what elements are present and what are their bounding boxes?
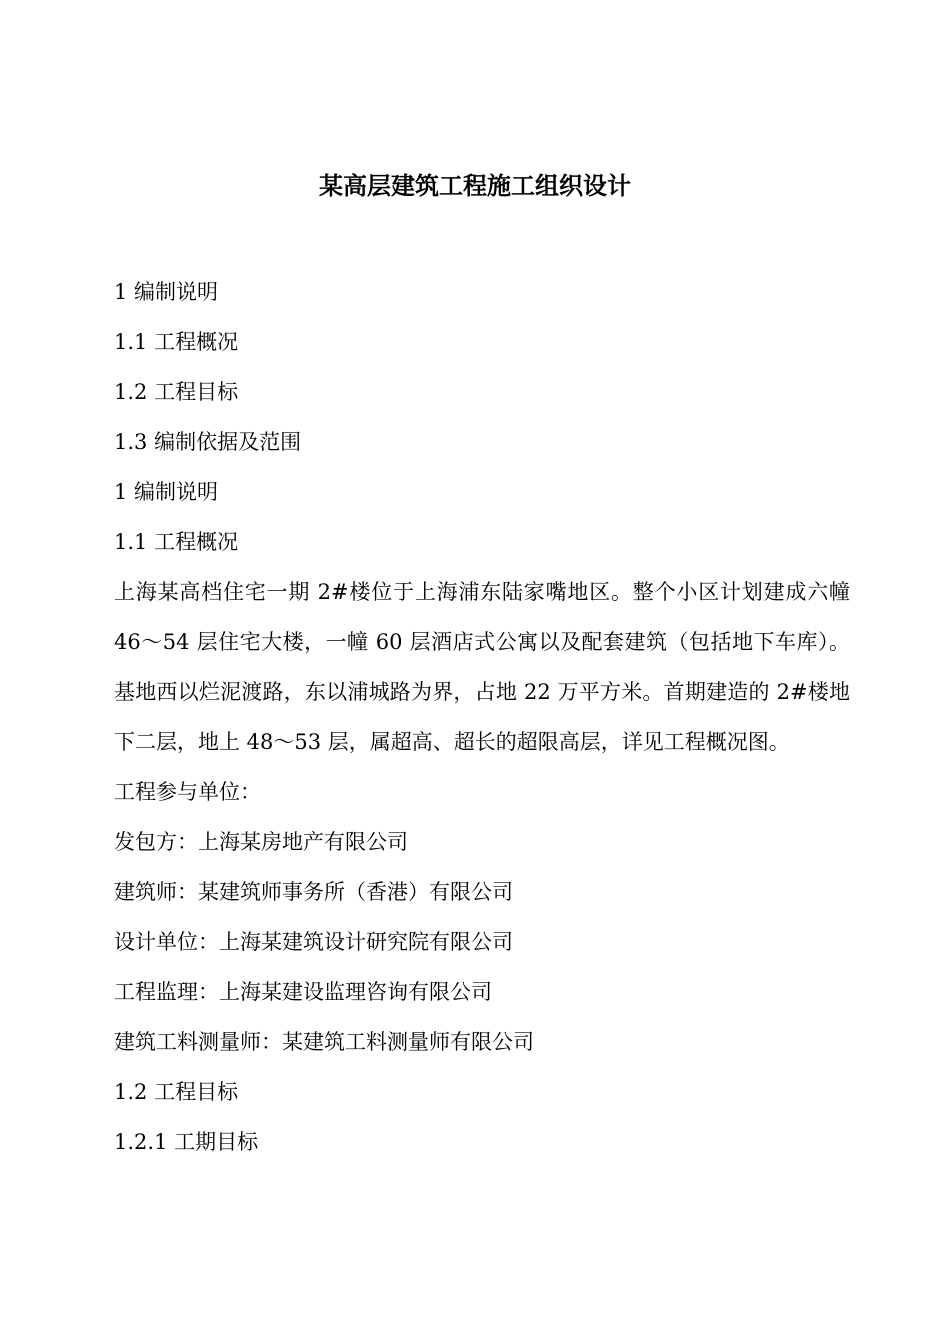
participant-item: 设计单位：上海某建筑设计研究院有限公司 [114,930,513,954]
toc-item: 1.1 工程概况 [114,330,239,354]
document-body [114,267,850,1167]
participant-item: 工程监理：上海某建设监理咨询有限公司 [114,980,492,1004]
participant-item: 建筑工料测量师：某建筑工料测量师有限公司 [114,1030,534,1054]
document-title: 某高层建筑工程施工组织设计 [319,171,631,200]
participant-item: 建筑师：某建筑师事务所（香港）有限公司 [114,880,513,904]
subsection-heading: 1.1 工程概况 [114,530,239,554]
overview-paragraph: 上海某高档住宅一期 2#楼位于上海浦东陆家嘴地区。整个小区计划建成六幢 46～54 层住宅大楼，一幢 60 层酒店式公寓以及配套建筑（包括地下车库）。基地西以烂泥渡路，东以浦城路为界，占地 22 万平方米。首期建造的 2#楼地下二层，地上 48～53 层，属超高、超长的超限高层，详见工程概况图。 [114,580,850,754]
section-heading: 1 编制说明 [114,480,219,504]
participant-item: 发包方：上海某房地产有限公司 [114,830,408,854]
toc-item: 1.2 工程目标 [114,380,239,404]
participants-heading: 工程参与单位： [114,780,261,804]
subsubsection-heading: 1.2.1 工期目标 [114,1130,259,1154]
toc-item: 1.3 编制依据及范围 [114,430,302,454]
subsection-heading: 1.2 工程目标 [114,1080,239,1104]
toc-item: 1 编制说明 [114,280,219,304]
